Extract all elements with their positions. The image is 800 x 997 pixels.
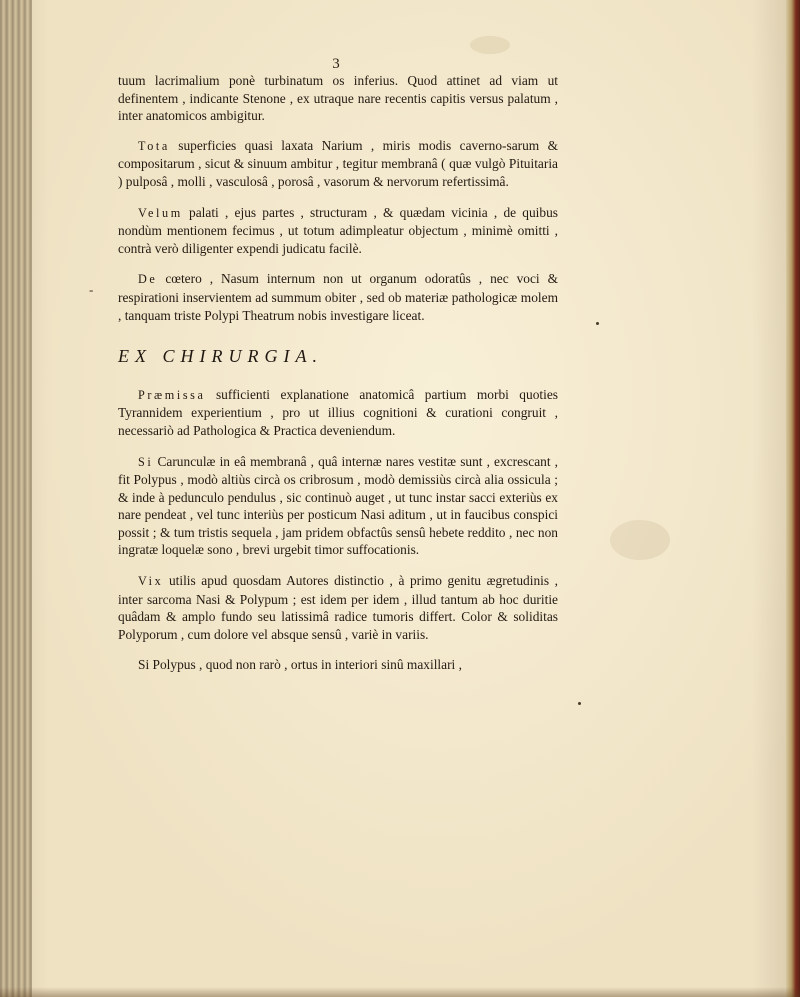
- margin-mark: -: [89, 282, 94, 297]
- body-text: [118, 72, 558, 674]
- binding-gutter: [0, 0, 32, 997]
- paragraph-lead-word: Tota: [138, 138, 170, 153]
- paragraph-si: [118, 453, 558, 560]
- final-line: Si Polypus , quod non rarò , ortus in interiori sinû maxillari ,: [138, 657, 462, 673]
- ink-speck: [578, 702, 581, 705]
- paragraph-lead-word: De: [138, 272, 158, 287]
- paragraph-tota: [118, 137, 558, 191]
- paragraph-lead-word: Si: [138, 454, 154, 469]
- paragraph-body: palati , ejus partes , structuram , & quædam vicinia , de quibus nondùm mentionem fecimus , ut totum adimpleatur objectum , minimè omitti , contrà verò diligenter expendi judicatu facilè.: [118, 204, 558, 256]
- paper-stain: [470, 36, 510, 54]
- paragraph-body: superficies quasi laxata Narium , miris modis caverno-sarum & compositarum , sicut & sinuum ambitur , tegitur membranâ ( quæ vulgò Pituitaria ) pulposâ , molli , vasculosâ , porosâ , vasorum & nervorum refertissimâ.: [118, 137, 558, 189]
- paragraph-body: cœtero , Nasum internum non ut organum odoratûs , nec voci & respirationi inservientem ad summum obiter , sed ob materiæ pathologicæ molem , tanquam triste Polypi Theatrum nobis investigare liceat.: [118, 271, 558, 323]
- ink-speck: [596, 322, 599, 325]
- paragraph-velum: [118, 204, 558, 258]
- paper-stain: [610, 520, 670, 560]
- paragraph-lead-word: Vix: [138, 574, 164, 589]
- paragraph-vix: [118, 572, 558, 643]
- paragraph-body: Carunculæ in eâ membranâ , quâ internæ nares vestitæ sunt , excrescant , fit Polypus , modò altiùs circà os cribrosum , modò demissiùs circà alia ossicula ; & inde à pedunculo pendulus , sic continuò auget , ut tunc instar sacci exteriùs ex nare pendeat , vel tunc interiùs per posticum Nasi aditum , ut in faucibus conspici possit ; & tum tristis sequela , jam pridem obfactûs sensû hebete reddito , nec non ingratæ loquelæ sono , brevi urgebit timor suffocationis.: [118, 453, 558, 558]
- paragraph-continued: tuum lacrimalium ponè turbinatum os inferius. Quod attinet ad viam ut definentem , indicante Stenone , ex utraque nare recentis capitis versus palatum , inter anatomicos ambigitur.: [118, 73, 558, 124]
- paragraph-praemissa: [118, 386, 558, 440]
- paragraph-lead-word: Præmissa: [138, 387, 206, 402]
- paragraph-body: utilis apud quosdam Autores distinctio , à primo genitu ægretudinis , inter sarcoma Nasi & Polypum ; est idem per idem , illud tantum ab hoc duritie quâdam & amplo fundo seu latissimâ radice tumoris differt. Color & soliditas Polyporum , cum dolore vel absque sensû , variè in variis.: [118, 573, 558, 642]
- page-number: 3: [332, 56, 340, 72]
- paragraph-de: [118, 270, 558, 324]
- page-edge: [786, 0, 800, 997]
- page-bottom-shadow: [0, 987, 800, 997]
- section-heading: EX CHIRURGIA.: [118, 346, 323, 367]
- paragraph-lead-word: Velum: [138, 205, 183, 220]
- paragraph-body: sufficienti explanatione anatomicâ partium morbi quoties Tyrannidem experientium , pro ut illius cognitioni & curationi congruit , necessariò ad Pathologica & Practica deveniendum.: [118, 386, 558, 438]
